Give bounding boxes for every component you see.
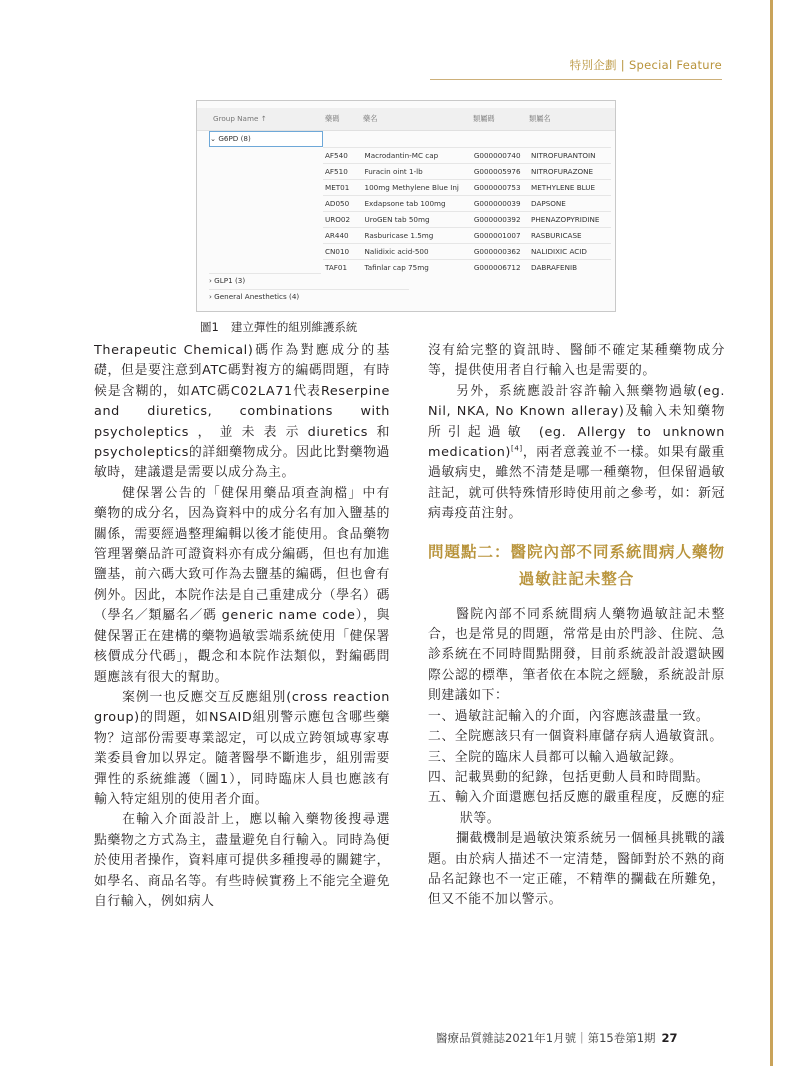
list-item: 四、記載異動的紀錄，包括更動人員和時間點。	[428, 769, 710, 785]
table-cell: URO02	[323, 212, 363, 228]
table-row	[323, 148, 611, 164]
table-row	[323, 244, 611, 260]
table-cell: G000000362	[472, 244, 529, 260]
section-header: 特別企劃 | Special Feature	[569, 58, 722, 72]
table-cell: NALIDIXIC ACID	[529, 244, 611, 260]
table-row	[323, 196, 611, 212]
table-cell: Macrodantin-MC cap	[363, 148, 472, 164]
col-drug-name: 藥名	[363, 114, 378, 123]
paragraph: 醫院內部不同系統間病人藥物過敏註記未整合，也是常見的問題，常常是由於門診、住院、急診系統在不同時間點開發，目前系統設計設還缺國際公認的標準，筆者依在本院之經驗，系統設計原則建議如下：	[428, 606, 725, 704]
table-cell: G000006712	[472, 260, 529, 276]
col-group-name: Group Name ↑	[213, 114, 267, 123]
table-cell: DAPSONE	[529, 196, 611, 212]
table-row	[323, 212, 611, 228]
paragraph: 另外，系統應設計容許輸入無藥物過敏(eg. Nil, NKA, No Known alleray)及輸入未知藥物所引起過敏 (eg. Allergy to unknown medication)[4]，兩者意義並不一樣。如果有嚴重過敏病史，雖然不清楚是哪一種藥物，但保留過敏註記，就可供特殊情形時使用前之參考，如：新冠病毒疫苗注射。	[428, 383, 725, 522]
paragraph: 沒有給完整的資訊時、醫師不確定某種藥物成分等，提供使用者自行輸入也是需要的。	[428, 343, 725, 379]
list-item: 一、過敏註記輸入的介面，內容應該盡量一致。	[428, 708, 710, 724]
figure-caption	[200, 319, 357, 335]
table-cell: NITROFURAZONE	[529, 164, 611, 180]
page-number: 27	[661, 1031, 678, 1045]
table-cell: UroGEN tab 50mg	[363, 212, 472, 228]
table-cell: Rasburicase 1.5mg	[363, 228, 472, 244]
table-cell: G000000740	[472, 148, 529, 164]
paragraph: 健保署公告的「健保用藥品項查詢檔」中有藥物的成分名，因為資料中的成分名有加入鹽基的關係，需要經過整理編輯以後才能使用。食品藥物管理署藥品許可證資料亦有成分編碼，但也有加進鹽基，前六碼大致可作為去鹽基的編碼，但也會有例外。因此，本院作法是自己重建成分（學名）碼（學名／類屬名／碼 generic name code），與健保署正在建構的藥物過敏雲端系統使用「健保署核價成分代碼」，觀念和本院作法類似，對編碼問題應該有很大的幫助。	[94, 485, 390, 685]
list-item: 五、輸入介面還應包括反應的嚴重程度，反應的症狀等。	[428, 790, 725, 826]
table-row	[323, 228, 611, 244]
table-cell: DABRAFENIB	[529, 260, 611, 276]
chevron-right-icon: ›	[209, 292, 212, 301]
drug-table	[323, 147, 611, 275]
col-class-code: 類屬碼	[473, 114, 495, 123]
chevron-down-icon: ⌄	[210, 134, 217, 143]
figure-caption-text: 建立彈性的組別維護系統	[230, 320, 358, 334]
table-row	[323, 180, 611, 196]
table-cell: G000000039	[472, 196, 529, 212]
table-cell: TAF01	[323, 260, 363, 276]
table-cell: Furacin oint 1-lb	[363, 164, 472, 180]
col-drug-code: 藥碼	[325, 114, 340, 123]
group-row-anesthetics: › General Anesthetics (4)	[209, 289, 409, 304]
chevron-right-icon: ›	[209, 276, 212, 285]
table-cell: RASBURICASE	[529, 228, 611, 244]
list-item: 二、全院應該只有一個資料庫儲存病人過敏資訊。	[428, 729, 723, 745]
figure-table-header	[197, 108, 615, 131]
figure-group-maintenance	[196, 100, 616, 312]
table-cell: AF540	[323, 148, 363, 164]
table-cell: NITROFURANTOIN	[529, 148, 611, 164]
paragraph: 攔截機制是過敏決策系統另一個極具挑戰的議題。由於病人描述不一定清楚，醫師對於不熟的商品名記錄也不一定正確，不精準的攔截在所難免，但又不能不加以警示。	[428, 831, 725, 908]
paragraph: 案例一也反應交互反應組別(cross reaction group)的問題，如NSAID組別警示應包含哪些藥物？這部份需要專業認定，可以成立跨領域專家專業委員會加以界定。隨著醫學不斷進步，組別需要彈性的系統維護（圖1），同時臨床人員也應該有輸入特定組別的使用者介面。	[94, 689, 390, 807]
table-cell: G000000753	[472, 180, 529, 196]
table-cell: METHYLENE BLUE	[529, 180, 611, 196]
table-cell: 100mg Methylene Blue Inj	[363, 180, 472, 196]
table-cell: MET01	[323, 180, 363, 196]
table-cell: AF510	[323, 164, 363, 180]
page-footer	[436, 1030, 678, 1046]
right-column	[428, 341, 725, 911]
left-column	[94, 341, 390, 912]
page-edge-rule	[770, 0, 773, 1066]
group-row-glp1: › GLP1 (3)	[209, 273, 321, 288]
figure-number: 圖1	[200, 320, 219, 334]
table-cell: Tafinlar cap 75mg	[363, 260, 472, 276]
reference-marker: [4]	[511, 444, 523, 453]
list-item: 三、全院的臨床人員都可以輸入過敏記錄。	[428, 749, 683, 765]
paragraph: Therapeutic Chemical)碼作為對應成分的基礎，但是要注意到ATC碼對複方的編碼問題，有時候是含糊的，如ATC碼C02LA71代表Reserpine and diuretics, combinations with psycholeptics，並未表示diuretics和psycholeptics的詳細藥物成分。因此比對藥物過敏時，建議還是需要以成分為主。	[94, 343, 390, 481]
journal-info: 醫療品質雜誌2021年1月號｜第15卷第1期	[436, 1031, 656, 1045]
table-row	[323, 260, 611, 276]
table-cell: Nalidixic acid-500	[363, 244, 472, 260]
col-class-name: 類屬名	[529, 114, 551, 123]
table-row	[323, 164, 611, 180]
table-cell: AR440	[323, 228, 363, 244]
table-cell: CN010	[323, 244, 363, 260]
section-heading: 問題點二：醫院內部不同系統間病人藥物過敏註記未整合	[428, 542, 726, 588]
table-cell: Exdapsone tab 100mg	[363, 196, 472, 212]
table-cell: AD050	[323, 196, 363, 212]
table-cell: G000005976	[472, 164, 529, 180]
table-cell: G000000392	[472, 212, 529, 228]
header-divider	[430, 79, 722, 80]
table-cell: PHENAZOPYRIDINE	[529, 212, 611, 228]
paragraph: 在輸入介面設計上，應以輸入藥物後搜尋選點藥物之方式為主，盡量避免自行輸入。同時為便於使用者操作，資料庫可提供多種搜尋的關鍵字，如學名、商品名等。有些時候實務上不能完全避免自行輸入，例如病人	[94, 812, 390, 909]
group-row-g6pd: ⌄ G6PD (8)	[209, 131, 323, 147]
table-cell: G000001007	[472, 228, 529, 244]
